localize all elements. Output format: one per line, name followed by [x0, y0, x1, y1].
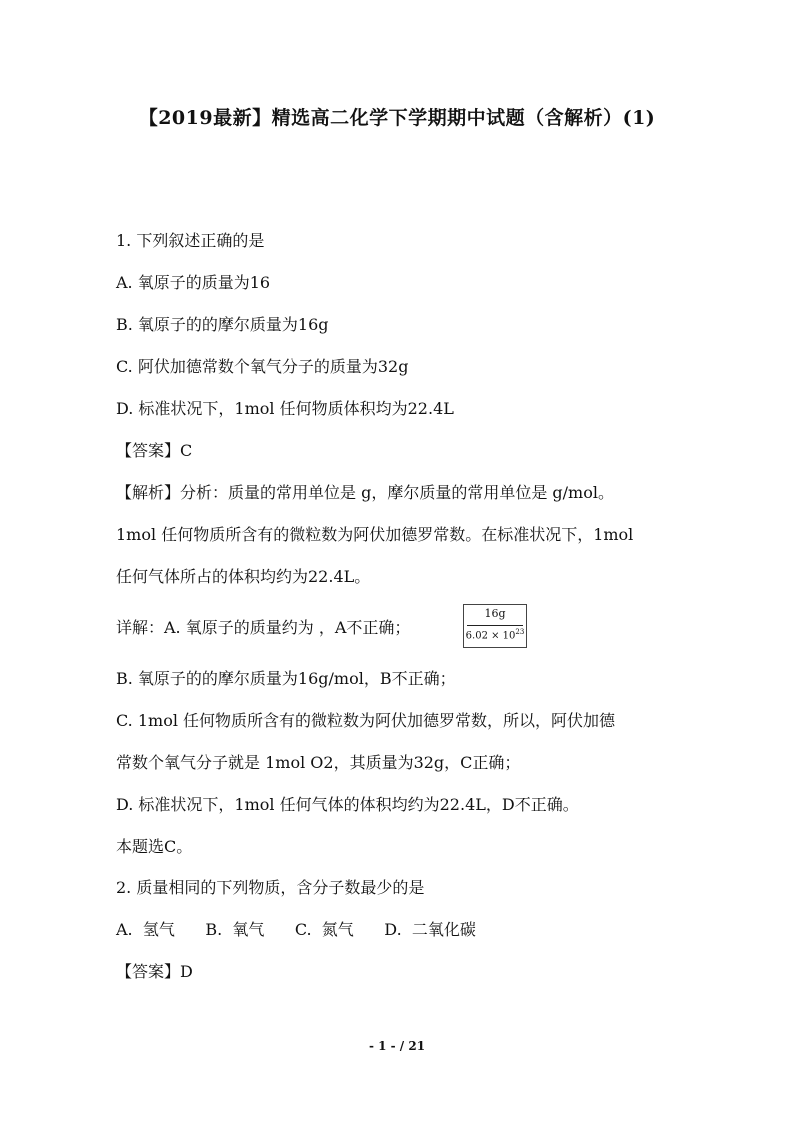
fraction-numerator: 16g: [484, 607, 506, 620]
question-1-detail-c-line-1: C. 1mol 任何物质所含有的微粒数为阿伏加德罗常数，所以，阿伏加德: [116, 711, 616, 730]
question-1-detail-d: D. 标准状况下，1mol 任何气体的体积均约为22.4L，D不正确。: [116, 795, 579, 814]
question-1-detail-c-line-2: 常数个氧气分子就是 1mol O2，其质量为32g，C正确；: [116, 753, 521, 772]
question-1-option-a: A. 氧原子的质量为16: [116, 273, 271, 292]
question-1-detail-a: 详解：A. 氧原子的质量约为 ，A不正确；: [116, 618, 411, 637]
question-1-analysis-line-2: 1mol 任何物质所含有的微粒数为阿伏加德罗常数。在标准状况下，1mol: [116, 525, 634, 544]
question-2-stem: 2. 质量相同的下列物质，含分子数最少的是: [116, 878, 425, 897]
question-1-stem: 1. 下列叙述正确的是: [116, 231, 265, 250]
question-1-analysis-line-1: 【解析】分析：质量的常用单位是 g，摩尔质量的常用单位是 g/mol。: [116, 483, 614, 502]
question-2-answer: 【答案】D: [116, 962, 193, 981]
fraction-denominator-base: 6.02 × 10: [465, 630, 516, 642]
question-1-option-c: C. 阿伏加德常数个氧气分子的质量为32g: [116, 357, 409, 376]
question-1-option-d: D. 标准状况下，1mol 任何物质体积均为22.4L: [116, 399, 454, 418]
fraction-bar: [467, 625, 523, 626]
question-1-conclusion: 本题选C。: [116, 837, 193, 856]
question-1-answer: 【答案】C: [116, 441, 193, 460]
question-1-detail-b: B. 氧原子的的摩尔质量为16g/mol，B不正确；: [116, 669, 456, 688]
page-title: 【2019最新】精选高二化学下学期期中试题（含解析）(1): [138, 107, 656, 129]
oxygen-atom-mass-fraction: [463, 604, 527, 648]
question-1-analysis-line-3: 任何气体所占的体积均约为22.4L。: [116, 567, 371, 586]
fraction-exponent: 23: [515, 628, 525, 636]
page-number: - 1 - / 21: [368, 1039, 426, 1053]
question-2-options: A. 氢气 B. 氧气 C. 氮气 D. 二氧化碳: [116, 920, 476, 939]
fraction-denominator: [464, 628, 526, 641]
question-1-option-b: B. 氧原子的的摩尔质量为16g: [116, 315, 329, 334]
